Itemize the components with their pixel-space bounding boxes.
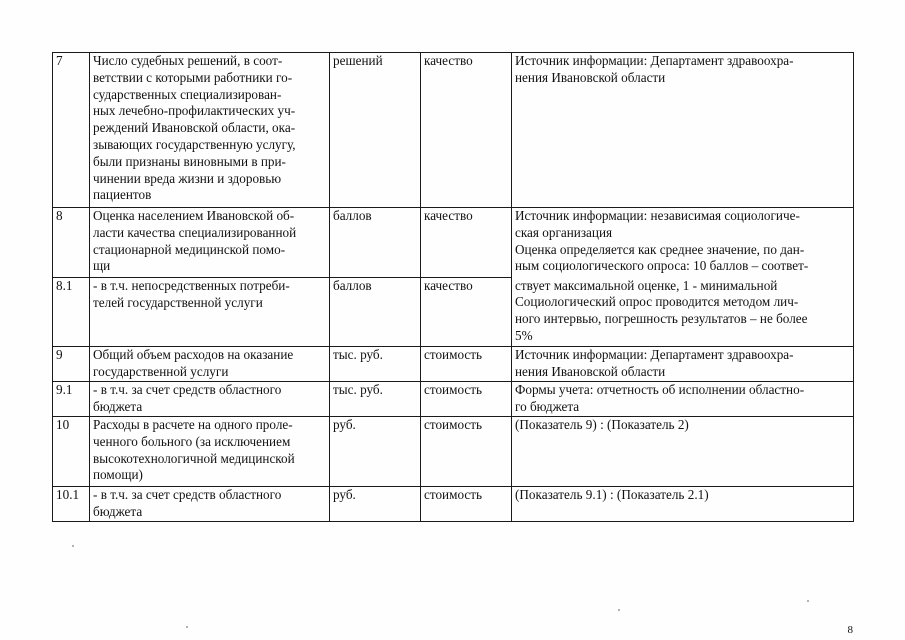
row-number-cell: 10: [53, 417, 90, 487]
indicators-table: [52, 52, 854, 522]
row-number-cell: 9: [53, 347, 90, 382]
source-cell: Источник информации: Департамент здравоохра- нения Ивановской области: [512, 347, 854, 382]
indicator-type-cell: качество: [421, 53, 512, 208]
source-cell: (Показатель 9.1) : (Показатель 2.1): [512, 487, 854, 522]
indicator-type-cell: стоимость: [421, 382, 512, 417]
indicator-type-cell: стоимость: [421, 347, 512, 382]
table-row: [53, 53, 854, 208]
unit-cell: тыс. руб.: [330, 382, 421, 417]
source-cell: Источник информации: независимая социологиче- ская организация Оценка определяется как среднее значение, по дан- ным социологического опроса: 10 баллов – соответ-: [512, 208, 854, 278]
row-number-cell: 7: [53, 53, 90, 208]
page-number: 8: [847, 624, 853, 636]
unit-cell: руб.: [330, 417, 421, 487]
source-cell: ствует максимальной оценке, 1 - минимальной Социологический опрос проводится методом лич- ного интервью, погрешность результатов – не более 5%: [512, 278, 854, 347]
scan-speck: [186, 626, 188, 628]
scan-speck: [807, 600, 809, 602]
indicator-name-cell: - в т.ч. непосредственных потреби- телей государственной услуги: [90, 278, 330, 347]
scan-speck: [72, 545, 74, 547]
table-row: [53, 487, 854, 522]
indicator-type-cell: качество: [421, 278, 512, 347]
table-row: [53, 417, 854, 487]
indicator-name-cell: - в т.ч. за счет средств областного бюджета: [90, 487, 330, 522]
indicator-type-cell: стоимость: [421, 417, 512, 487]
unit-cell: решений: [330, 53, 421, 208]
unit-cell: руб.: [330, 487, 421, 522]
table-row: [53, 208, 854, 278]
indicator-name-cell: Оценка населением Ивановской об- ласти качества специализированной стационарной медицинской помо- щи: [90, 208, 330, 278]
indicator-name-cell: Число судебных решений, в соот- ветствии с которыми работники го- сударственных специализирован- ных лечебно-профилактических уч- реждений Ивановской области, ока- зывающих государственную услугу, были признаны виновными в при- чинении вреда жизни и здоровью пациентов: [90, 53, 330, 208]
row-number-cell: 9.1: [53, 382, 90, 417]
source-cell: Источник информации: Департамент здравоохра- нения Ивановской области: [512, 53, 854, 208]
indicator-name-cell: Общий объем расходов на оказание государственной услуги: [90, 347, 330, 382]
table-row: [53, 347, 854, 382]
row-number-cell: 8: [53, 208, 90, 278]
unit-cell: баллов: [330, 278, 421, 347]
unit-cell: тыс. руб.: [330, 347, 421, 382]
table-row: [53, 382, 854, 417]
indicator-name-cell: - в т.ч. за счет средств областного бюджета: [90, 382, 330, 417]
table-row: [53, 278, 854, 347]
scan-speck: [618, 609, 620, 611]
unit-cell: баллов: [330, 208, 421, 278]
indicator-name-cell: Расходы в расчете на одного проле- ченного больного (за исключением высокотехнологичной медицинской помощи): [90, 417, 330, 487]
indicator-type-cell: стоимость: [421, 487, 512, 522]
row-number-cell: 8.1: [53, 278, 90, 347]
source-cell: Формы учета: отчетность об исполнении областно- го бюджета: [512, 382, 854, 417]
source-cell: (Показатель 9) : (Показатель 2): [512, 417, 854, 487]
indicator-type-cell: качество: [421, 208, 512, 278]
row-number-cell: 10.1: [53, 487, 90, 522]
